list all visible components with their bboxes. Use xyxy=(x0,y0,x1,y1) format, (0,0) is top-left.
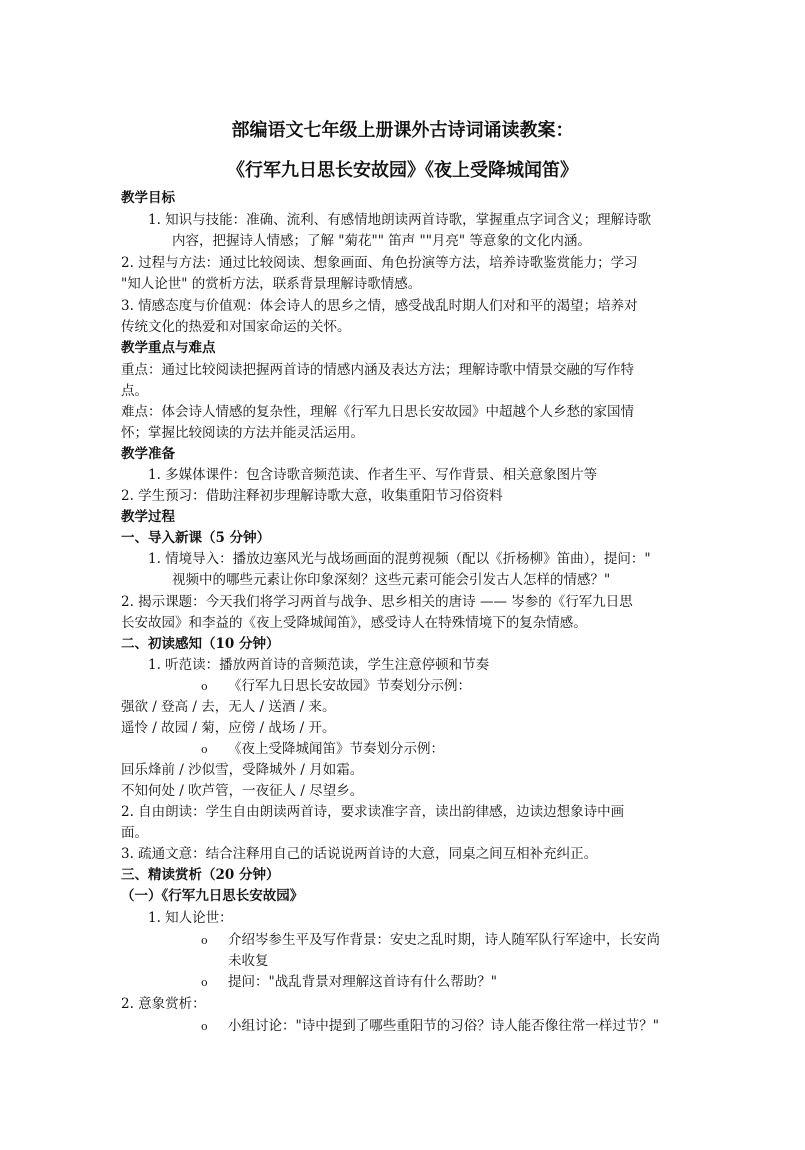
goals-item-2-line-2: "知人论世" 的赏析方法，联系背景理解诗歌情感。 xyxy=(121,276,422,292)
part2-item-2-line-2: 面。 xyxy=(121,825,148,841)
goals-item-2-line-1: 2. 过程与方法：通过比较阅读、想象画面、角色扮演等方法，培养诗歌鉴赏能力；学习 xyxy=(121,255,638,271)
part1-item-1-line-2: 视频中的哪些元素让你印象深刻？这些元素可能会引发古人怎样的情感？" xyxy=(172,572,611,588)
document-title: 部编语文七年级上册课外古诗词诵读教案： xyxy=(231,120,574,141)
part3-item-1-bullet-1-line-1: 介绍岑参生平及写作背景：安史之乱时期，诗人随军队行军途中，长安尚 xyxy=(228,932,660,948)
goals-item-3-line-2: 传统文化的热爱和对国家命运的关怀。 xyxy=(121,319,351,335)
part3-item-1-bullet-2: 提问："战乱背景对理解这首诗有什么帮助？" xyxy=(228,974,497,990)
keypoints-heading: 教学重点与难点 xyxy=(121,340,216,356)
prep-item-2: 2. 学生预习：借助注释初步理解诗歌大意，收集重阳节习俗资料 xyxy=(121,488,503,504)
part2-rhythm-example-1-label: 《行军九日思长安故园》节奏划分示例： xyxy=(228,678,471,694)
prep-heading: 教学准备 xyxy=(121,446,175,462)
part1-item-2-line-2: 长安故园》和李益的《夜上受降城闻笛》，感受诗人在特殊情境下的复杂情感。 xyxy=(121,615,587,631)
bullet-icon: o xyxy=(201,743,208,756)
prep-item-1: 1. 多媒体课件：包含诗歌音频范读、作者生平、写作背景、相关意象图片等 xyxy=(148,467,598,483)
bullet-icon: o xyxy=(201,976,208,989)
part1-item-2-line-1: 2. 揭示课题：今天我们将学习两首与战争、思乡相关的唐诗 —— 岑参的《行军九日思 xyxy=(121,594,633,610)
part2-item-3: 3. 疏通文意：结合注释用自己的话说说两首诗的大意，同桌之间互相补充纠正。 xyxy=(121,846,598,862)
keypoints-focus-line-1: 重点：通过比较阅读把握两首诗的情感内涵及表达方法；理解诗歌中情景交融的写作特 xyxy=(121,362,634,378)
goals-item-1-line-2: 内容，把握诗人情感；了解 "菊花"" 笛声 ""月亮" 等意象的文化内涵。 xyxy=(172,233,591,249)
part2-heading: 二、初读感知（10 分钟） xyxy=(121,636,280,652)
part2-rhythm-line-3: 回乐烽前 / 沙似雪，受降城外 / 月如霜。 xyxy=(121,762,364,778)
bullet-icon: o xyxy=(201,1020,208,1033)
goals-item-3-line-1: 3. 情感态度与价值观：体会诗人的思乡之情，感受战乱时期人们对和平的渴望；培养对 xyxy=(121,298,638,314)
part3-item-2-bullet-1: 小组讨论："诗中提到了哪些重阳节的习俗？诗人能否像往常一样过节？" xyxy=(228,1018,659,1034)
part2-item-2-line-1: 2. 自由朗读：学生自由朗读两首诗，要求读准字音，读出韵律感，边读边想象诗中画 xyxy=(121,804,625,820)
part2-rhythm-line-2: 遥怜 / 故园 / 菊，应傍 / 战场 / 开。 xyxy=(121,720,336,736)
bullet-icon: o xyxy=(201,934,208,947)
part3-item-2: 2. 意象赏析： xyxy=(121,996,206,1012)
keypoints-difficulty-line-1: 难点：体会诗人情感的复杂性，理解《行军九日思长安故园》中超越个人乡愁的家国情 xyxy=(121,404,634,420)
document-subtitle: 《行军九日思长安故园》《夜上受降城闻笛》 xyxy=(227,160,578,181)
process-heading: 教学过程 xyxy=(121,509,175,525)
part1-item-1-line-1: 1. 情境导入：播放边塞风光与战场画面的混剪视频（配以《折杨柳》笛曲），提问：" xyxy=(148,551,651,567)
goals-item-1-line-1: 1. 知识与技能：准确、流利、有感情地朗读两首诗歌，掌握重点字词含义；理解诗歌 xyxy=(148,212,652,228)
keypoints-focus-line-2: 点。 xyxy=(121,383,148,399)
bullet-icon: o xyxy=(201,680,208,693)
keypoints-difficulty-line-2: 怀；掌握比较阅读的方法并能灵活运用。 xyxy=(121,425,364,441)
part1-heading: 一、导入新课（5 分钟） xyxy=(121,530,271,546)
part2-rhythm-line-4: 不知何处 / 吹芦管，一夜征人 / 尽望乡。 xyxy=(121,783,364,799)
part2-item-1: 1. 听范读：播放两首诗的音频范读，学生注意停顿和节奏 xyxy=(148,657,490,673)
part2-rhythm-example-2-label: 《夜上受降城闻笛》节奏划分示例： xyxy=(228,741,444,757)
part3-item-1: 1. 知人论世： xyxy=(148,910,233,926)
goals-heading: 教学目标 xyxy=(121,190,175,206)
part3-item-1-bullet-1-line-2: 未收复 xyxy=(228,953,269,969)
part3-heading: 三、精读赏析（20 分钟） xyxy=(121,867,280,883)
part2-rhythm-line-1: 强欲 / 登高 / 去，无人 / 送酒 / 来。 xyxy=(121,699,336,715)
part3-subheading-1: （一）《行军九日思长安故园》 xyxy=(121,888,304,904)
